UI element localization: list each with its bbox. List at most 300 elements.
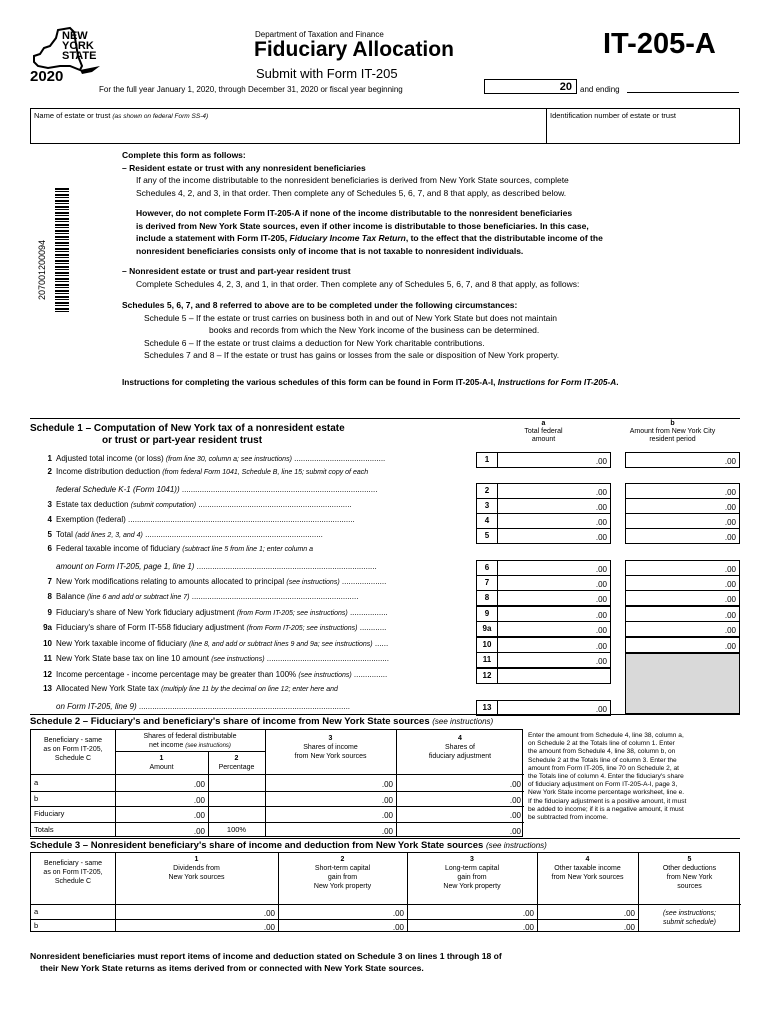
- s1-line-4-col-a[interactable]: [497, 513, 611, 529]
- s1-line-value-b: .00: [724, 580, 736, 589]
- s3-col-number: 4: [585, 856, 590, 863]
- schedule3-title-note: (see instructions): [485, 841, 547, 850]
- s2-row-ny-income[interactable]: [265, 822, 396, 837]
- s2-row-ny-income[interactable]: [265, 791, 396, 806]
- s1-line-value-a: .00: [595, 580, 607, 589]
- line11-gray-area: [625, 653, 740, 714]
- schedule3-table: [30, 852, 740, 932]
- s3-col3-header: [407, 855, 537, 891]
- s3-col-number: 2: [340, 856, 345, 863]
- s1-line-dots: ...............................................................................................: [136, 702, 351, 711]
- s2-row-amount[interactable]: [115, 806, 208, 821]
- s1-line-1-label: [36, 454, 385, 463]
- s3-col4-header: [537, 855, 638, 882]
- s3-col-label-3: New York property: [313, 883, 372, 890]
- s1-line-text: Fiduciary's share of Form IT-558 fiduciary adjustment: [56, 623, 245, 632]
- s1-line-number: 9a: [43, 623, 52, 632]
- s1-line-2-label-2: [56, 485, 377, 494]
- fiscal-year-prefix: 20: [559, 81, 572, 93]
- s2-c4-value: .00: [509, 780, 521, 789]
- s1-line-number: 9: [47, 608, 52, 617]
- s2-c4-number: 4: [458, 735, 462, 742]
- s1-line-12-col-a[interactable]: [497, 668, 611, 684]
- s2-c4-label-2: fiduciary adjustment: [428, 753, 492, 760]
- s1-line-3-col-a[interactable]: [497, 498, 611, 514]
- s3-row-col2[interactable]: [278, 905, 407, 919]
- s1-line-13-label: [36, 684, 338, 693]
- s1-line-11-col-a[interactable]: [497, 652, 611, 668]
- s2-c3-label-1: Shares of income: [303, 744, 358, 751]
- s2-c2-number: 2: [234, 755, 239, 762]
- s1-line-10-col-a[interactable]: [497, 637, 611, 653]
- s1-line-value-b: .00: [724, 488, 736, 497]
- schedule2-note: [528, 732, 686, 822]
- schedule6-note: Schedule 6 – If the estate or trust claims a deduction for New York charitable contributions.: [144, 337, 485, 348]
- s3-value: .00: [263, 909, 275, 918]
- s1-line-text: Adjusted total income (or loss): [56, 454, 164, 463]
- form-number: IT-205-A: [603, 28, 716, 60]
- s1-line-dots: ............: [357, 623, 387, 632]
- s1-line-8-col-a[interactable]: [497, 590, 611, 606]
- s1-line-dots: ........................................................................................: [179, 485, 378, 494]
- s2-note-line: Enter the amount from Schedule 4, line 38, column a,: [528, 732, 684, 739]
- s1-line-3-box: 3: [476, 498, 498, 514]
- s1-line-1-col-b[interactable]: [625, 452, 740, 468]
- s2-share-label-2: net income: [149, 742, 184, 749]
- schedule2-title-note: (see instructions): [432, 717, 494, 726]
- col-b-label-1: Amount from New York City: [629, 428, 716, 435]
- schedule3-title-text: Schedule 3 – Nonresident beneficiary's share of income and deduction from New York State sources: [30, 840, 484, 851]
- logo-line-1: NEW: [62, 30, 88, 42]
- barcode: [55, 188, 69, 313]
- s2-c1-label: Amount: [149, 764, 174, 771]
- s1-line-13-label-2: [56, 702, 350, 711]
- s2-ben-label-1: Beneficiary - same: [44, 737, 102, 744]
- schedule2-title-text: Schedule 2 – Fiduciary's and beneficiary's share of income from New York State sources: [30, 716, 430, 727]
- s1-line-text: Balance: [56, 592, 85, 601]
- s1-line-value-b: .00: [724, 595, 736, 604]
- s3-col5-note-1: (see instructions;: [663, 910, 716, 917]
- s1-line-text: Exemption (federal): [56, 515, 126, 524]
- s1-line-1-box: 1: [476, 452, 498, 468]
- schedule2-table: [30, 729, 523, 837]
- s1-line-number: 3: [47, 500, 52, 509]
- s1-line-10-col-b[interactable]: [625, 637, 740, 653]
- s3-col2-header: [278, 855, 407, 891]
- s1-line-6-box: 6: [476, 560, 498, 576]
- s1-line-10-box: 10: [476, 637, 498, 653]
- s3-col-number: 5: [687, 856, 692, 863]
- s2-col1-header: [115, 754, 208, 772]
- s1-line-2-col-b[interactable]: [625, 483, 740, 499]
- schedule5-note-b: books and records from which the New York income of the business can be determined.: [209, 325, 540, 335]
- s1-line-number: 10: [43, 639, 52, 648]
- nonres-text: Complete Schedules 4, 2, 3, and 1, in that order. Then complete any of Schedules 5, 6, 7, and 8 that apply, as follows:: [136, 278, 580, 289]
- s2-note-line: amount from Form IT-205, line 70 on Schedule 2, at: [528, 764, 680, 772]
- s1-line-5-label: [36, 530, 323, 539]
- s2-c3-value: .00: [381, 795, 393, 805]
- s1-line-value-a: .00: [595, 705, 607, 714]
- s3-col1-header: [115, 855, 278, 882]
- s1-line-value-a: .00: [595, 503, 607, 512]
- s1-line-7-col-b[interactable]: [625, 575, 740, 591]
- s2-note-line: be added to income; if it is a negative amount, it must: [528, 805, 684, 813]
- col-a-letter: a: [541, 420, 546, 427]
- s1-line-text: New York taxable income of fiduciary: [56, 639, 187, 648]
- s2-row-ny-income[interactable]: [265, 806, 396, 821]
- s1-line-value-b: .00: [724, 565, 736, 574]
- s1-line-dots: .................................................................................: [194, 562, 377, 571]
- s1-line-dots: .......................................................: [264, 654, 389, 663]
- s1-line-8-col-b[interactable]: [625, 590, 740, 606]
- s1-line-dots: .....................................................................: [196, 500, 352, 509]
- s2-note-line: the amount from Schedule 4, line 38, column b, on: [528, 748, 676, 756]
- s1-line-text: Income distribution deduction: [56, 467, 161, 476]
- footnote-c: .: [616, 376, 619, 387]
- s3-value: .00: [522, 923, 534, 932]
- s1-line-note: (line 6 and add or subtract line 7): [87, 594, 190, 601]
- s1-line-13-box: 13: [476, 700, 498, 716]
- s1-line-5-col-b[interactable]: [625, 528, 740, 544]
- s2-note-line: of fiduciary adjustment on Form IT-205-A-I, page 3,: [528, 781, 678, 789]
- s1-line-text: New York modifications relating to amounts allocated to principal: [56, 577, 285, 586]
- s1-line-number: 1: [47, 454, 52, 463]
- s1-line-value-b: .00: [724, 611, 736, 620]
- s3-col-label-2: from New York: [666, 874, 713, 881]
- s1-line-10-label: [36, 639, 388, 648]
- col-a-label-2: amount: [531, 436, 556, 443]
- s2-note-line: Schedule 2 at the Totals line of column 3. Enter the: [528, 756, 677, 764]
- s1-line-text: Income percentage - income percentage may be greater than 100%: [56, 670, 297, 679]
- s1-line-number: 13: [43, 684, 52, 693]
- s2-c3-value: .00: [381, 780, 393, 789]
- footer-line-2: their New York State returns as items derived from or connected with New York State sources.: [40, 963, 424, 973]
- s2-col2-header: [208, 754, 265, 772]
- s2-c4-value: .00: [509, 811, 521, 820]
- footnote-b: Instructions for Form IT-205-A: [497, 376, 617, 387]
- col-b-letter: b: [670, 420, 675, 427]
- s1-line-text: New York State base tax on line 10 amount: [56, 654, 209, 663]
- s1-line-4-col-b[interactable]: [625, 513, 740, 529]
- s1-line-12-box: 12: [476, 668, 498, 684]
- logo-line-2: YORK: [62, 40, 94, 52]
- s1-line-text: Estate tax deduction: [56, 500, 129, 509]
- logo-text: [62, 31, 96, 61]
- instructions-heading: Complete this form as follows:: [122, 150, 246, 160]
- s1-line-dots: ....................: [339, 577, 387, 586]
- s2-shares-header: [115, 732, 265, 751]
- s2-note-line: If the fiduciary adjustment is a positive amount, it must: [528, 797, 687, 805]
- s3-col-label-2: from New York sources: [551, 874, 624, 881]
- s1-line-value-a: .00: [595, 626, 607, 635]
- form-subtitle: Submit with Form IT-205: [256, 66, 398, 81]
- s1-line-9-col-b[interactable]: [625, 606, 740, 622]
- s1-line-9-col-a[interactable]: [497, 606, 611, 622]
- s2-row-amount[interactable]: [115, 775, 208, 790]
- schedule1-title: [30, 423, 345, 447]
- s1-line-number: 11: [43, 654, 52, 663]
- s1-line-9a-label: [36, 623, 386, 632]
- s3-col-label-1: Other deductions: [662, 865, 717, 872]
- s1-line-text: Total: [56, 530, 73, 539]
- s2-ben-label-2: as on Form IT-205,: [43, 746, 103, 753]
- s2-row-fid-adj[interactable]: [396, 806, 524, 821]
- s2-row-ny-income[interactable]: [265, 775, 396, 790]
- resident-text-2: Schedules 4, 2, and 3, in that order. Then complete any of Schedules 5, 6, 7, and 8 that apply, as described below.: [136, 187, 567, 198]
- id-label: Identification number of estate or trust: [550, 111, 676, 120]
- s1-line-6-label-2: [56, 562, 377, 571]
- s1-line-3-col-b[interactable]: [625, 498, 740, 514]
- s1-line-note: (multiply line 11 by the decimal on line 12; enter here and: [160, 686, 338, 693]
- s1-line-value-a: .00: [595, 457, 607, 466]
- s3-col5-note-2: submit schedule): [663, 919, 716, 926]
- schedule2-title: [30, 716, 493, 727]
- col-a-header: [497, 420, 590, 444]
- s1-line-value-a: .00: [595, 611, 607, 620]
- s1-line-dots: .................: [347, 608, 388, 617]
- s1-line-text-2: amount on Form IT-205, page 1, line 1): [56, 562, 195, 571]
- s2-c1-number: 1: [159, 755, 164, 762]
- resident-text-1: If any of the income distributable to the nonresident beneficiaries is derived from New York State sources, complete: [136, 175, 569, 185]
- s1-line-11-box: 11: [476, 652, 498, 668]
- s2-row-label: Fiduciary: [34, 809, 65, 818]
- s1-line-dots: ................................................................................: [142, 530, 323, 539]
- s3-row-col4[interactable]: [537, 905, 638, 919]
- s1-line-2-col-a[interactable]: [497, 483, 611, 499]
- s2-c3-number: 3: [328, 735, 333, 742]
- s1-line-note: (see instructions): [211, 656, 265, 663]
- s1-line-dots: ......: [372, 639, 389, 648]
- s2-row-label: a: [34, 778, 39, 787]
- s1-line-9a-col-a[interactable]: [497, 621, 611, 637]
- s3-row-col4[interactable]: [537, 919, 638, 933]
- s1-line-text: Fiduciary's share of New York fiduciary adjustment: [56, 608, 235, 617]
- s1-line-note: (line 8, and add or subtract lines 9 and 9a; see instructions): [188, 641, 373, 648]
- s2-row-amount[interactable]: [115, 822, 208, 837]
- period-text: For the full year January 1, 2020, through December 31, 2020 or fiscal year beginning: [99, 85, 403, 94]
- s3-col-label-1: Other taxable income: [554, 865, 621, 872]
- s3-col-label-1: Dividends from: [173, 865, 220, 872]
- s2-row-fid-adj[interactable]: [396, 822, 524, 837]
- resident-title: – Resident estate or trust with any nonresident beneficiaries: [122, 162, 366, 173]
- s1-line-5-col-a[interactable]: [497, 528, 611, 544]
- form-year: 2020: [30, 68, 64, 85]
- s1-line-value-a: .00: [595, 565, 607, 574]
- s1-line-value-b: .00: [724, 642, 736, 651]
- s3-col-label-2: New York sources: [168, 874, 225, 881]
- s3-row-col1[interactable]: [115, 905, 278, 919]
- s2-row-fid-adj[interactable]: [396, 775, 524, 790]
- s1-line-5-box: 5: [476, 528, 498, 544]
- s2-ben-header: [31, 736, 115, 763]
- s1-line-dots: ...........................................................................: [189, 592, 359, 601]
- s1-line-note: (see instructions): [298, 672, 352, 679]
- fiscal-year-end-field[interactable]: [627, 92, 739, 93]
- s3-ben-header: [31, 859, 115, 886]
- s1-line-note: (from line 30, column a; see instructions): [165, 456, 292, 463]
- s2-amount-value: .00: [193, 795, 205, 805]
- nonres-title: – Nonresident estate or trust and part-year resident trust: [122, 266, 351, 276]
- s1-line-number: 5: [47, 530, 52, 539]
- s1-line-value-b: .00: [724, 626, 736, 635]
- s1-line-value-a: .00: [595, 488, 607, 497]
- s3-row-col3[interactable]: [407, 905, 537, 919]
- s2-amount-value: .00: [193, 780, 205, 789]
- s1-line-text: Allocated New York State tax: [56, 684, 159, 693]
- s2-note-line: on Schedule 2 at the Totals line of column 1. Enter: [528, 740, 675, 748]
- schedule1-title-1: Schedule 1 – Computation of New York tax of a nonresident estate: [30, 423, 345, 434]
- name-label-text: Name of estate or trust: [34, 111, 111, 120]
- s1-line-1-col-a[interactable]: [497, 452, 611, 468]
- s3-col-label-2: gain from: [327, 874, 358, 881]
- bold-note-3: [122, 232, 619, 245]
- s1-line-9-label: [36, 608, 388, 617]
- s3-row-col2[interactable]: [278, 919, 407, 933]
- s1-line-number: 4: [47, 515, 52, 524]
- instructions-footnote: [122, 376, 619, 389]
- col-b-label-2: resident period: [649, 436, 696, 443]
- s1-line-value-a: .00: [595, 595, 607, 604]
- col-b-header: [605, 420, 740, 444]
- s1-line-value-b: .00: [724, 503, 736, 512]
- and-ending-label: and ending: [580, 85, 620, 94]
- s3-col-label-1: Long-term capital: [444, 865, 500, 872]
- s1-line-value-a: .00: [595, 657, 607, 666]
- s2-row-label: Totals: [34, 824, 54, 834]
- s1-line-note: (see instructions): [286, 579, 340, 586]
- s1-line-text-2: on Form IT-205, line 9): [56, 702, 137, 711]
- s3-value: .00: [392, 909, 404, 918]
- s2-note-line: New York State income percentage worksheet, line e.: [528, 789, 685, 797]
- s1-line-number: 2: [47, 467, 52, 476]
- s1-line-note: (add lines 2, 3, and 4): [75, 532, 143, 539]
- schedule3-title: [30, 840, 547, 851]
- s2-share-label-1: Shares of federal distributable: [143, 733, 237, 740]
- s3-col-label-3: sources: [677, 883, 702, 890]
- s1-line-number: 12: [43, 670, 52, 679]
- bold-note-2: is derived from New York State sources, even if other income is distributable to those beneficiaries. In this case,: [136, 220, 589, 231]
- s1-line-number: 8: [47, 592, 52, 601]
- s2-note-line: be subtracted from income.: [528, 814, 608, 822]
- s2-note-line: the Totals line of column 4. Enter the fiduciary's share: [528, 773, 684, 781]
- s2-col4-header: [396, 734, 524, 761]
- s1-line-6-label: [36, 544, 313, 553]
- s1-line-4-box: 4: [476, 513, 498, 529]
- s2-c3-label-2: from New York sources: [294, 753, 367, 760]
- s1-line-value-a: .00: [595, 518, 607, 527]
- s1-line-text-2: federal Schedule K-1 (Form 1041)): [56, 485, 180, 494]
- s1-line-4-label: [36, 515, 355, 524]
- barcode-number: 207001200094: [37, 239, 47, 300]
- s1-line-9-box: 9: [476, 606, 498, 622]
- s2-c4-value: .00: [509, 826, 521, 836]
- s2-row-label: b: [34, 793, 39, 803]
- s1-line-6-col-b[interactable]: [625, 560, 740, 576]
- s3-col5-header: [638, 855, 741, 891]
- bold-note-4: nonresident beneficiaries consists only of income that is not taxable to nonresident individuals.: [136, 245, 524, 256]
- s3-row-label: a: [34, 907, 39, 916]
- s3-value: .00: [522, 909, 534, 918]
- bold-note-1: However, do not complete Form IT-205-A if none of the income distributable to the nonresident beneficiaries: [136, 208, 573, 218]
- schedules-heading: Schedules 5, 6, 7, and 8 referred to above are to be completed under the following circumstances:: [122, 300, 518, 310]
- s3-row-col1[interactable]: [115, 919, 278, 933]
- s3-value: .00: [263, 923, 275, 932]
- s3-col-number: 3: [470, 856, 474, 863]
- footer-line-1: Nonresident beneficiaries must report items of income and deduction stated on Schedule 3 on lines 1 through 18 of: [30, 951, 502, 961]
- s3-col-label-1: Short-term capital: [314, 865, 371, 872]
- s2-c3-value: .00: [381, 811, 393, 820]
- s1-line-note: (from federal Form 1041, Schedule B, line 15; submit copy of each: [162, 469, 369, 476]
- s1-line-note: (submit computation): [130, 502, 197, 509]
- fiscal-year-begin-field[interactable]: [484, 79, 577, 94]
- name-label-note: (as shown on federal Form SS-4): [112, 113, 209, 120]
- logo-line-3: STATE: [62, 50, 97, 62]
- bold-note-3a: include a statement with Form IT-205,: [136, 233, 290, 243]
- s1-line-note: (from Form IT-205; see instructions): [236, 610, 348, 617]
- s1-line-2-label: [36, 467, 368, 476]
- bold-note-3b: Fiduciary Income Tax Return: [289, 233, 406, 243]
- s1-line-8-label: [36, 592, 358, 601]
- s1-line-text: Federal taxable income of fiduciary: [56, 544, 181, 553]
- s1-line-value-b: .00: [724, 518, 736, 527]
- s2-c2-label: Percentage: [218, 764, 255, 771]
- s3-row-label: b: [34, 921, 39, 930]
- s1-line-value-a: .00: [595, 533, 607, 542]
- s1-line-7-box: 7: [476, 575, 498, 591]
- s3-col-label-3: New York property: [443, 883, 501, 890]
- schedule1-title-2: or trust or part-year resident trust: [102, 435, 263, 446]
- s1-line-number: 7: [47, 577, 52, 586]
- s1-line-12-label: [36, 670, 387, 679]
- s3-col-number: 1: [194, 856, 199, 863]
- s2-ben-label-3: Schedule C: [54, 755, 92, 762]
- s1-line-value-a: .00: [595, 642, 607, 651]
- s1-line-9a-col-b[interactable]: [625, 621, 740, 637]
- footnote-a: Instructions for completing the various schedules of this form can be found in Form IT-205-A-I,: [122, 376, 498, 387]
- s1-line-3-label: [36, 500, 352, 509]
- s2-c4-label-1: Shares of: [445, 744, 475, 751]
- s2-row-percentage[interactable]: 100%: [226, 824, 247, 834]
- name-field[interactable]: [30, 108, 547, 144]
- s1-line-6-col-a[interactable]: [497, 560, 611, 576]
- id-field[interactable]: [546, 108, 740, 144]
- s2-share-label-note: (see instructions): [185, 743, 231, 749]
- s3-value: .00: [623, 923, 635, 932]
- instructions: [122, 149, 619, 388]
- s3-ben-label-1: Beneficiary - same: [44, 860, 102, 867]
- s1-line-11-label: [36, 654, 389, 663]
- s3-row-col3[interactable]: [407, 919, 537, 933]
- s3-value: .00: [623, 909, 635, 918]
- bold-note-3c: , to the effect that the distributable income of the: [405, 233, 603, 243]
- s3-ben-label-3: Schedule C: [54, 878, 92, 885]
- s1-line-dots: ...............: [351, 670, 388, 679]
- schedule78-note: Schedules 7 and 8 – If the estate or trust has gains or losses from the sale or disposition of New York property.: [144, 350, 560, 360]
- s1-line-7-col-a[interactable]: [497, 575, 611, 591]
- s2-c3-value: .00: [381, 826, 393, 836]
- s2-amount-value: .00: [193, 811, 205, 820]
- s1-line-number: 6: [47, 544, 52, 553]
- schedule5-note-a: Schedule 5 – If the estate or trust carries on business both in and out of New York State but does not maintain: [144, 312, 557, 323]
- footer-note: [30, 950, 502, 974]
- s3-col5-note: [638, 909, 741, 927]
- s2-c4-value: .00: [509, 795, 521, 805]
- s2-row-fid-adj[interactable]: [396, 791, 524, 806]
- s1-line-note: (from Form IT-205; see instructions): [246, 625, 358, 632]
- s1-line-7-label: [36, 577, 386, 586]
- s1-line-9a-box: 9a: [476, 621, 498, 637]
- s2-row-amount[interactable]: [115, 791, 208, 806]
